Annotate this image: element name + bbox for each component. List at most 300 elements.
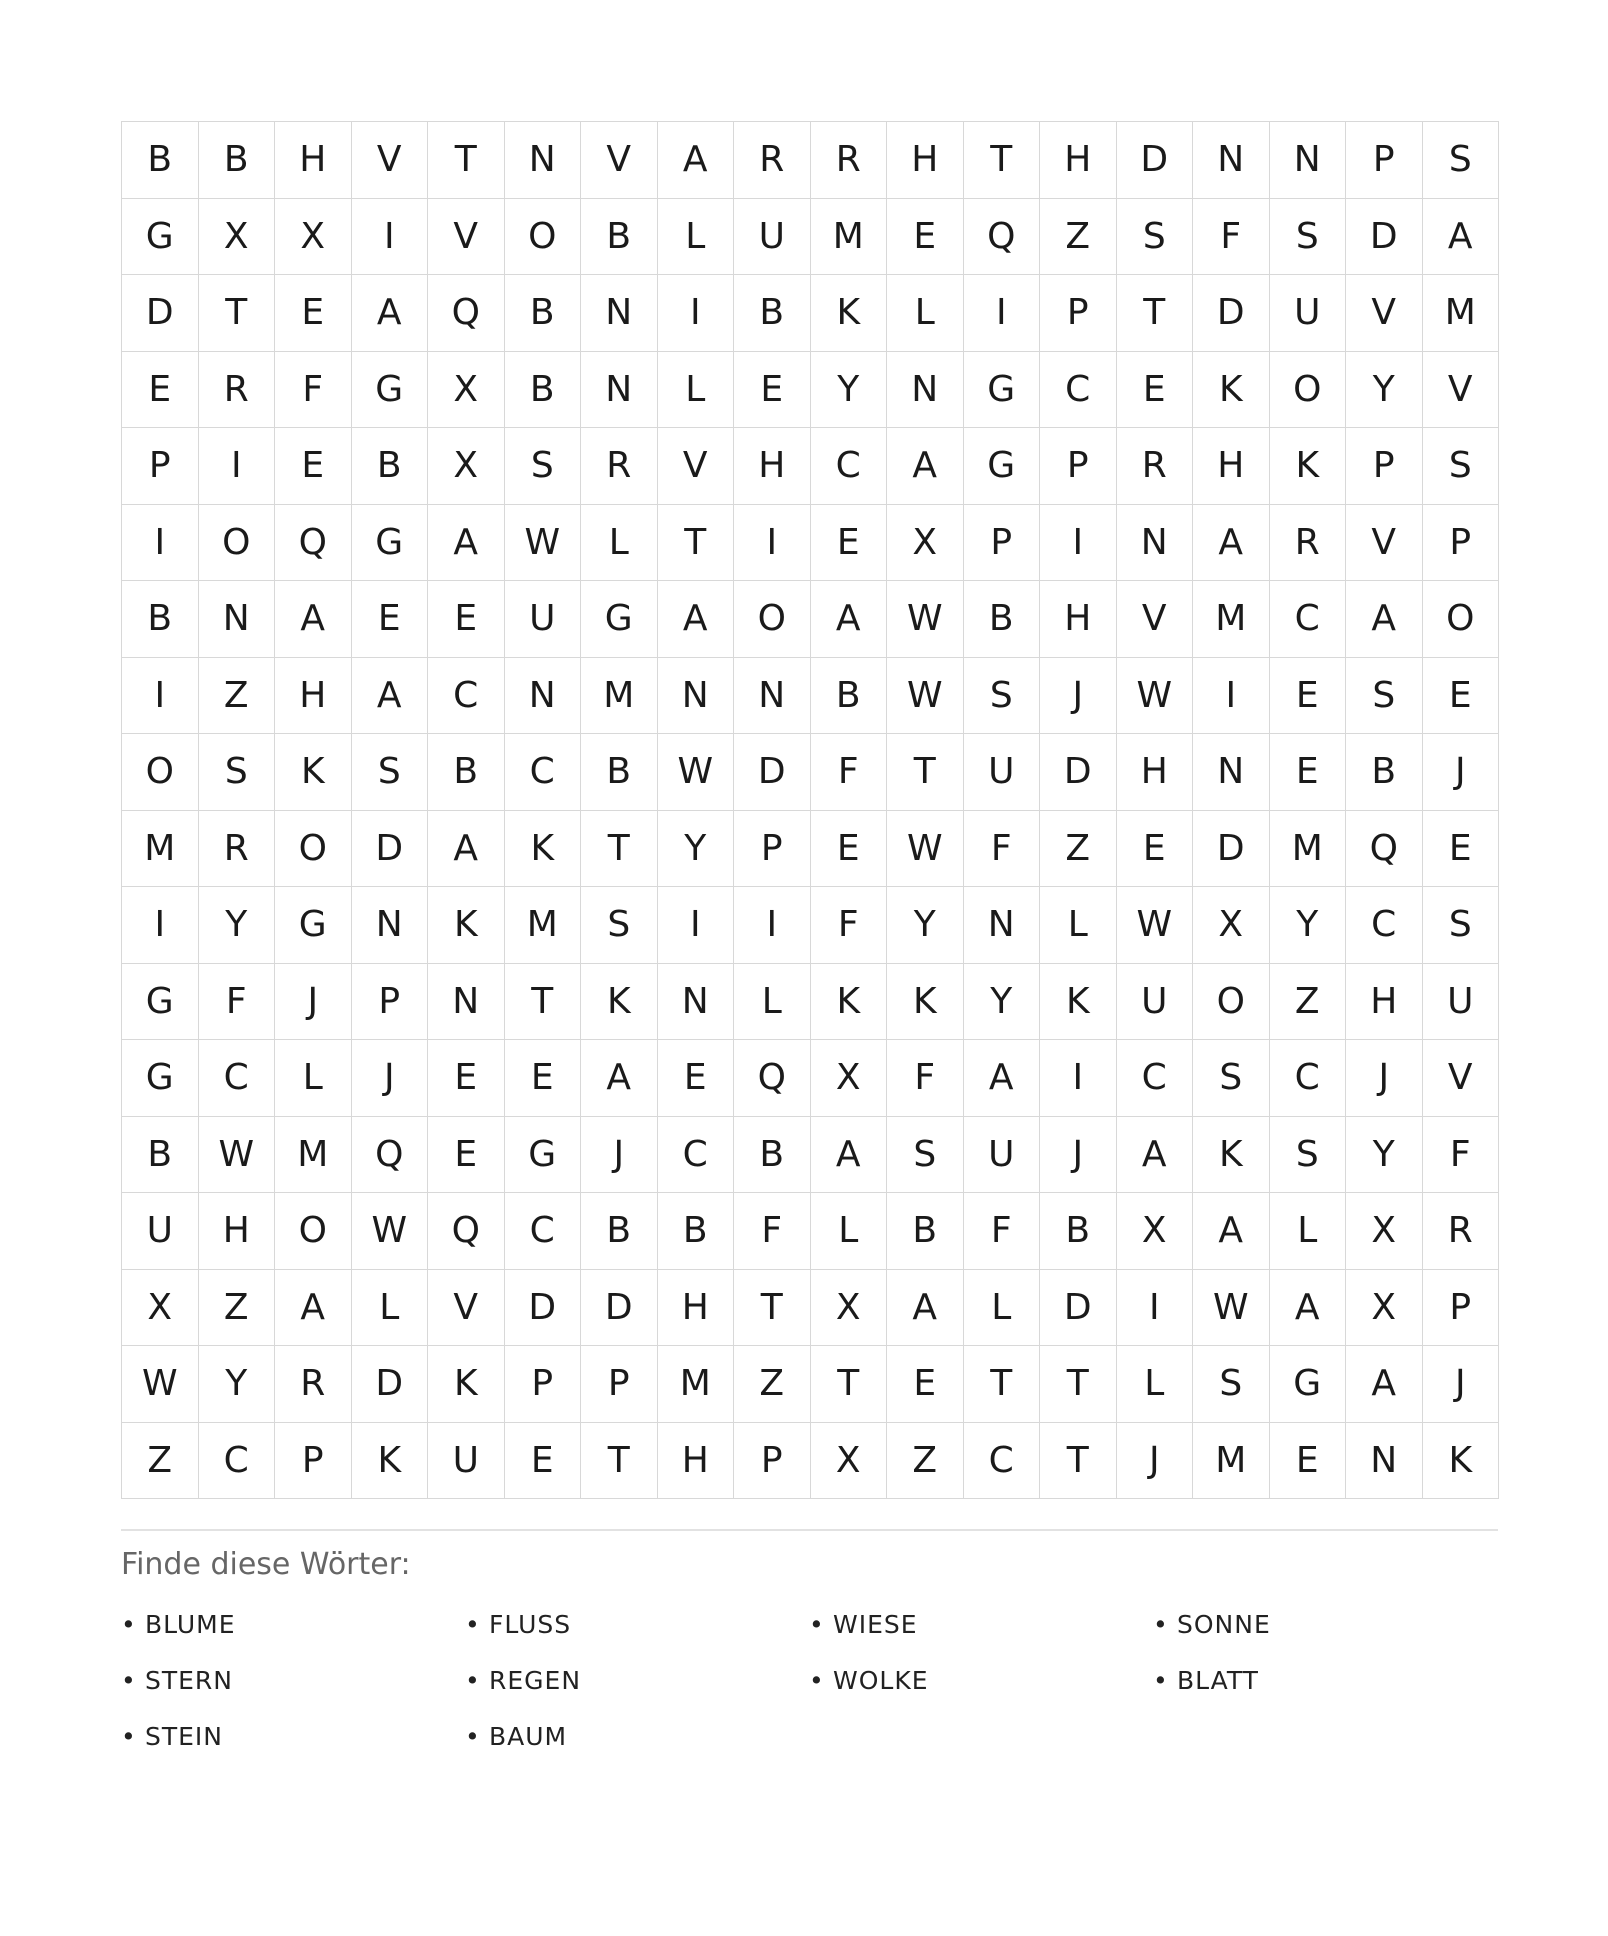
grid-cell[interactable]: L bbox=[811, 1193, 888, 1270]
grid-cell[interactable]: V bbox=[352, 122, 429, 199]
grid-cell[interactable]: C bbox=[1040, 352, 1117, 429]
grid-cell[interactable]: B bbox=[1346, 734, 1423, 811]
grid-cell[interactable]: D bbox=[1193, 811, 1270, 888]
grid-cell[interactable]: I bbox=[122, 505, 199, 582]
grid-cell[interactable]: G bbox=[964, 352, 1041, 429]
grid-cell[interactable]: B bbox=[734, 275, 811, 352]
grid-cell[interactable]: N bbox=[1117, 505, 1194, 582]
grid-cell[interactable]: K bbox=[581, 964, 658, 1041]
grid-cell[interactable]: W bbox=[199, 1117, 276, 1194]
grid-cell[interactable]: Z bbox=[199, 658, 276, 735]
grid-cell[interactable]: B bbox=[122, 1117, 199, 1194]
grid-cell[interactable]: Y bbox=[964, 964, 1041, 1041]
grid-cell[interactable]: N bbox=[428, 964, 505, 1041]
grid-cell[interactable]: P bbox=[1423, 505, 1500, 582]
grid-cell[interactable]: C bbox=[505, 1193, 582, 1270]
grid-cell[interactable]: K bbox=[428, 1346, 505, 1423]
grid-cell[interactable]: O bbox=[1423, 581, 1500, 658]
grid-cell[interactable]: H bbox=[887, 122, 964, 199]
grid-cell[interactable]: J bbox=[1346, 1040, 1423, 1117]
grid-cell[interactable]: N bbox=[1270, 122, 1347, 199]
grid-cell[interactable]: W bbox=[505, 505, 582, 582]
grid-cell[interactable]: H bbox=[658, 1423, 735, 1500]
grid-cell[interactable]: Y bbox=[199, 887, 276, 964]
grid-cell[interactable]: S bbox=[1193, 1346, 1270, 1423]
grid-cell[interactable]: W bbox=[1117, 658, 1194, 735]
grid-cell[interactable]: I bbox=[1040, 1040, 1117, 1117]
grid-cell[interactable]: M bbox=[1423, 275, 1500, 352]
grid-cell[interactable]: V bbox=[428, 1270, 505, 1347]
grid-cell[interactable]: V bbox=[1423, 1040, 1500, 1117]
grid-cell[interactable]: N bbox=[352, 887, 429, 964]
grid-cell[interactable]: A bbox=[811, 581, 888, 658]
grid-cell[interactable]: W bbox=[887, 581, 964, 658]
grid-cell[interactable]: A bbox=[1423, 199, 1500, 276]
grid-cell[interactable]: E bbox=[122, 352, 199, 429]
grid-cell[interactable]: R bbox=[1270, 505, 1347, 582]
grid-cell[interactable]: N bbox=[1346, 1423, 1423, 1500]
grid-cell[interactable]: A bbox=[1346, 1346, 1423, 1423]
grid-cell[interactable]: P bbox=[505, 1346, 582, 1423]
grid-cell[interactable]: T bbox=[581, 1423, 658, 1500]
grid-cell[interactable]: V bbox=[1346, 275, 1423, 352]
grid-cell[interactable]: K bbox=[352, 1423, 429, 1500]
grid-cell[interactable]: F bbox=[275, 352, 352, 429]
grid-cell[interactable]: T bbox=[1040, 1423, 1117, 1500]
grid-cell[interactable]: A bbox=[964, 1040, 1041, 1117]
grid-cell[interactable]: F bbox=[1423, 1117, 1500, 1194]
grid-cell[interactable]: G bbox=[505, 1117, 582, 1194]
grid-cell[interactable]: A bbox=[887, 1270, 964, 1347]
grid-cell[interactable]: D bbox=[1040, 1270, 1117, 1347]
grid-cell[interactable]: F bbox=[887, 1040, 964, 1117]
grid-cell[interactable]: E bbox=[811, 505, 888, 582]
grid-cell[interactable]: T bbox=[964, 122, 1041, 199]
grid-cell[interactable]: Y bbox=[811, 352, 888, 429]
grid-cell[interactable]: S bbox=[581, 887, 658, 964]
grid-cell[interactable]: B bbox=[581, 734, 658, 811]
grid-cell[interactable]: P bbox=[734, 811, 811, 888]
grid-cell[interactable]: T bbox=[1117, 275, 1194, 352]
grid-cell[interactable]: K bbox=[1270, 428, 1347, 505]
grid-cell[interactable]: B bbox=[122, 122, 199, 199]
grid-cell[interactable]: K bbox=[811, 275, 888, 352]
grid-cell[interactable]: L bbox=[734, 964, 811, 1041]
grid-cell[interactable]: Y bbox=[1346, 352, 1423, 429]
grid-cell[interactable]: M bbox=[1270, 811, 1347, 888]
grid-cell[interactable]: V bbox=[1117, 581, 1194, 658]
grid-cell[interactable]: Z bbox=[1040, 199, 1117, 276]
grid-cell[interactable]: C bbox=[811, 428, 888, 505]
grid-cell[interactable]: N bbox=[505, 122, 582, 199]
grid-cell[interactable]: E bbox=[1117, 352, 1194, 429]
grid-cell[interactable]: H bbox=[1117, 734, 1194, 811]
grid-cell[interactable]: W bbox=[887, 658, 964, 735]
grid-cell[interactable]: N bbox=[505, 658, 582, 735]
grid-cell[interactable]: Z bbox=[122, 1423, 199, 1500]
grid-cell[interactable]: W bbox=[1117, 887, 1194, 964]
grid-cell[interactable]: W bbox=[887, 811, 964, 888]
grid-cell[interactable]: R bbox=[581, 428, 658, 505]
grid-cell[interactable]: U bbox=[505, 581, 582, 658]
grid-cell[interactable]: I bbox=[352, 199, 429, 276]
grid-cell[interactable]: D bbox=[1117, 122, 1194, 199]
grid-cell[interactable]: C bbox=[964, 1423, 1041, 1500]
grid-cell[interactable]: T bbox=[887, 734, 964, 811]
grid-cell[interactable]: B bbox=[505, 352, 582, 429]
grid-cell[interactable]: M bbox=[658, 1346, 735, 1423]
grid-cell[interactable]: Y bbox=[1270, 887, 1347, 964]
grid-cell[interactable]: A bbox=[658, 581, 735, 658]
grid-cell[interactable]: X bbox=[122, 1270, 199, 1347]
grid-cell[interactable]: T bbox=[428, 122, 505, 199]
grid-cell[interactable]: L bbox=[1040, 887, 1117, 964]
grid-cell[interactable]: C bbox=[199, 1423, 276, 1500]
grid-cell[interactable]: O bbox=[734, 581, 811, 658]
grid-cell[interactable]: N bbox=[1193, 734, 1270, 811]
grid-cell[interactable]: U bbox=[122, 1193, 199, 1270]
grid-cell[interactable]: X bbox=[199, 199, 276, 276]
grid-cell[interactable]: N bbox=[581, 275, 658, 352]
grid-cell[interactable]: U bbox=[964, 734, 1041, 811]
grid-cell[interactable]: E bbox=[1423, 658, 1500, 735]
grid-cell[interactable]: G bbox=[964, 428, 1041, 505]
grid-cell[interactable]: H bbox=[1040, 581, 1117, 658]
grid-cell[interactable]: W bbox=[1193, 1270, 1270, 1347]
grid-cell[interactable]: E bbox=[275, 275, 352, 352]
grid-cell[interactable]: H bbox=[734, 428, 811, 505]
grid-cell[interactable]: P bbox=[1040, 428, 1117, 505]
grid-cell[interactable]: I bbox=[122, 887, 199, 964]
grid-cell[interactable]: I bbox=[734, 887, 811, 964]
grid-cell[interactable]: B bbox=[428, 734, 505, 811]
grid-cell[interactable]: N bbox=[658, 658, 735, 735]
grid-cell[interactable]: K bbox=[1193, 352, 1270, 429]
grid-cell[interactable]: M bbox=[505, 887, 582, 964]
grid-cell[interactable]: S bbox=[887, 1117, 964, 1194]
grid-cell[interactable]: P bbox=[1423, 1270, 1500, 1347]
grid-cell[interactable]: C bbox=[505, 734, 582, 811]
grid-cell[interactable]: S bbox=[1193, 1040, 1270, 1117]
grid-cell[interactable]: Q bbox=[428, 1193, 505, 1270]
grid-cell[interactable]: O bbox=[505, 199, 582, 276]
grid-cell[interactable]: I bbox=[1040, 505, 1117, 582]
grid-cell[interactable]: Q bbox=[275, 505, 352, 582]
grid-cell[interactable]: L bbox=[1117, 1346, 1194, 1423]
grid-cell[interactable]: B bbox=[658, 1193, 735, 1270]
grid-cell[interactable]: B bbox=[122, 581, 199, 658]
grid-cell[interactable]: L bbox=[275, 1040, 352, 1117]
grid-cell[interactable]: Z bbox=[1270, 964, 1347, 1041]
grid-cell[interactable]: Y bbox=[658, 811, 735, 888]
grid-cell[interactable]: K bbox=[811, 964, 888, 1041]
grid-cell[interactable]: K bbox=[1423, 1423, 1500, 1500]
grid-cell[interactable]: S bbox=[505, 428, 582, 505]
grid-cell[interactable]: C bbox=[428, 658, 505, 735]
grid-cell[interactable]: E bbox=[1423, 811, 1500, 888]
grid-cell[interactable]: A bbox=[275, 1270, 352, 1347]
grid-cell[interactable]: B bbox=[1040, 1193, 1117, 1270]
grid-cell[interactable]: X bbox=[811, 1040, 888, 1117]
grid-cell[interactable]: J bbox=[352, 1040, 429, 1117]
grid-cell[interactable]: E bbox=[428, 1117, 505, 1194]
grid-cell[interactable]: Y bbox=[1346, 1117, 1423, 1194]
grid-cell[interactable]: R bbox=[1117, 428, 1194, 505]
grid-cell[interactable]: D bbox=[1040, 734, 1117, 811]
grid-cell[interactable]: P bbox=[581, 1346, 658, 1423]
grid-cell[interactable]: B bbox=[505, 275, 582, 352]
grid-cell[interactable]: D bbox=[352, 811, 429, 888]
grid-cell[interactable]: C bbox=[199, 1040, 276, 1117]
grid-cell[interactable]: Z bbox=[734, 1346, 811, 1423]
grid-cell[interactable]: R bbox=[1423, 1193, 1500, 1270]
grid-cell[interactable]: U bbox=[964, 1117, 1041, 1194]
grid-cell[interactable]: B bbox=[581, 1193, 658, 1270]
grid-cell[interactable]: B bbox=[352, 428, 429, 505]
grid-cell[interactable]: D bbox=[1346, 199, 1423, 276]
grid-cell[interactable]: P bbox=[275, 1423, 352, 1500]
grid-cell[interactable]: D bbox=[352, 1346, 429, 1423]
grid-cell[interactable]: F bbox=[811, 734, 888, 811]
grid-cell[interactable]: X bbox=[428, 428, 505, 505]
grid-cell[interactable]: E bbox=[428, 581, 505, 658]
grid-cell[interactable]: T bbox=[199, 275, 276, 352]
grid-cell[interactable]: D bbox=[734, 734, 811, 811]
grid-cell[interactable]: U bbox=[734, 199, 811, 276]
grid-cell[interactable]: O bbox=[199, 505, 276, 582]
grid-cell[interactable]: L bbox=[658, 199, 735, 276]
grid-cell[interactable]: B bbox=[581, 199, 658, 276]
grid-cell[interactable]: F bbox=[1193, 199, 1270, 276]
grid-cell[interactable]: A bbox=[887, 428, 964, 505]
grid-cell[interactable]: N bbox=[964, 887, 1041, 964]
grid-cell[interactable]: F bbox=[811, 887, 888, 964]
grid-cell[interactable]: S bbox=[199, 734, 276, 811]
grid-cell[interactable]: J bbox=[581, 1117, 658, 1194]
grid-cell[interactable]: V bbox=[658, 428, 735, 505]
grid-cell[interactable]: E bbox=[352, 581, 429, 658]
grid-cell[interactable]: E bbox=[1117, 811, 1194, 888]
grid-cell[interactable]: I bbox=[1193, 658, 1270, 735]
grid-cell[interactable]: O bbox=[1193, 964, 1270, 1041]
grid-cell[interactable]: S bbox=[1423, 122, 1500, 199]
grid-cell[interactable]: X bbox=[1346, 1270, 1423, 1347]
grid-cell[interactable]: Q bbox=[964, 199, 1041, 276]
grid-cell[interactable]: E bbox=[887, 199, 964, 276]
grid-cell[interactable]: G bbox=[581, 581, 658, 658]
grid-cell[interactable]: E bbox=[505, 1040, 582, 1117]
grid-cell[interactable]: F bbox=[964, 1193, 1041, 1270]
grid-cell[interactable]: N bbox=[199, 581, 276, 658]
grid-cell[interactable]: R bbox=[811, 122, 888, 199]
grid-cell[interactable]: U bbox=[1270, 275, 1347, 352]
grid-cell[interactable]: I bbox=[658, 275, 735, 352]
grid-cell[interactable]: I bbox=[122, 658, 199, 735]
grid-cell[interactable]: C bbox=[1117, 1040, 1194, 1117]
grid-cell[interactable]: X bbox=[1346, 1193, 1423, 1270]
grid-cell[interactable]: Z bbox=[199, 1270, 276, 1347]
grid-cell[interactable]: P bbox=[1346, 122, 1423, 199]
grid-cell[interactable]: W bbox=[658, 734, 735, 811]
grid-cell[interactable]: X bbox=[811, 1270, 888, 1347]
grid-cell[interactable]: S bbox=[1117, 199, 1194, 276]
grid-cell[interactable]: F bbox=[734, 1193, 811, 1270]
grid-cell[interactable]: U bbox=[1117, 964, 1194, 1041]
grid-cell[interactable]: F bbox=[199, 964, 276, 1041]
grid-cell[interactable]: V bbox=[428, 199, 505, 276]
grid-cell[interactable]: J bbox=[275, 964, 352, 1041]
grid-cell[interactable]: Y bbox=[887, 887, 964, 964]
grid-cell[interactable]: M bbox=[581, 658, 658, 735]
grid-cell[interactable]: L bbox=[887, 275, 964, 352]
grid-cell[interactable]: B bbox=[199, 122, 276, 199]
grid-cell[interactable]: O bbox=[122, 734, 199, 811]
grid-cell[interactable]: X bbox=[811, 1423, 888, 1500]
grid-cell[interactable]: O bbox=[275, 811, 352, 888]
grid-cell[interactable]: Z bbox=[1040, 811, 1117, 888]
grid-cell[interactable]: G bbox=[122, 1040, 199, 1117]
grid-cell[interactable]: T bbox=[505, 964, 582, 1041]
grid-cell[interactable]: B bbox=[811, 658, 888, 735]
grid-cell[interactable]: H bbox=[199, 1193, 276, 1270]
grid-cell[interactable]: U bbox=[1423, 964, 1500, 1041]
grid-cell[interactable]: A bbox=[1193, 1193, 1270, 1270]
grid-cell[interactable]: H bbox=[275, 122, 352, 199]
grid-cell[interactable]: E bbox=[734, 352, 811, 429]
grid-cell[interactable]: P bbox=[1040, 275, 1117, 352]
grid-cell[interactable]: E bbox=[505, 1423, 582, 1500]
grid-cell[interactable]: H bbox=[1040, 122, 1117, 199]
grid-cell[interactable]: P bbox=[352, 964, 429, 1041]
grid-cell[interactable]: K bbox=[887, 964, 964, 1041]
grid-cell[interactable]: M bbox=[1193, 581, 1270, 658]
grid-cell[interactable]: W bbox=[352, 1193, 429, 1270]
grid-cell[interactable]: H bbox=[658, 1270, 735, 1347]
grid-cell[interactable]: Q bbox=[1346, 811, 1423, 888]
grid-cell[interactable]: A bbox=[352, 275, 429, 352]
grid-cell[interactable]: L bbox=[964, 1270, 1041, 1347]
grid-cell[interactable]: D bbox=[581, 1270, 658, 1347]
grid-cell[interactable]: Q bbox=[352, 1117, 429, 1194]
grid-cell[interactable]: G bbox=[352, 352, 429, 429]
grid-cell[interactable]: S bbox=[964, 658, 1041, 735]
grid-cell[interactable]: T bbox=[581, 811, 658, 888]
grid-cell[interactable]: E bbox=[658, 1040, 735, 1117]
grid-cell[interactable]: L bbox=[658, 352, 735, 429]
grid-cell[interactable]: M bbox=[811, 199, 888, 276]
grid-cell[interactable]: I bbox=[964, 275, 1041, 352]
grid-cell[interactable]: K bbox=[1040, 964, 1117, 1041]
grid-cell[interactable]: M bbox=[1193, 1423, 1270, 1500]
grid-cell[interactable]: A bbox=[1270, 1270, 1347, 1347]
grid-cell[interactable]: H bbox=[275, 658, 352, 735]
grid-cell[interactable]: V bbox=[581, 122, 658, 199]
grid-cell[interactable]: O bbox=[275, 1193, 352, 1270]
grid-cell[interactable]: E bbox=[811, 811, 888, 888]
grid-cell[interactable]: F bbox=[964, 811, 1041, 888]
grid-cell[interactable]: A bbox=[1346, 581, 1423, 658]
grid-cell[interactable]: N bbox=[581, 352, 658, 429]
grid-cell[interactable]: Y bbox=[199, 1346, 276, 1423]
grid-cell[interactable]: L bbox=[581, 505, 658, 582]
grid-cell[interactable]: C bbox=[1270, 1040, 1347, 1117]
grid-cell[interactable]: G bbox=[275, 887, 352, 964]
grid-cell[interactable]: O bbox=[1270, 352, 1347, 429]
grid-cell[interactable]: G bbox=[122, 199, 199, 276]
grid-cell[interactable]: D bbox=[1193, 275, 1270, 352]
grid-cell[interactable]: K bbox=[428, 887, 505, 964]
grid-cell[interactable]: C bbox=[1346, 887, 1423, 964]
grid-cell[interactable]: G bbox=[122, 964, 199, 1041]
grid-cell[interactable]: A bbox=[811, 1117, 888, 1194]
grid-cell[interactable]: T bbox=[734, 1270, 811, 1347]
grid-cell[interactable]: J bbox=[1040, 1117, 1117, 1194]
grid-cell[interactable]: A bbox=[428, 505, 505, 582]
grid-cell[interactable]: N bbox=[658, 964, 735, 1041]
grid-cell[interactable]: P bbox=[122, 428, 199, 505]
grid-cell[interactable]: B bbox=[964, 581, 1041, 658]
grid-cell[interactable]: S bbox=[1423, 887, 1500, 964]
grid-cell[interactable]: K bbox=[275, 734, 352, 811]
grid-cell[interactable]: W bbox=[122, 1346, 199, 1423]
grid-cell[interactable]: P bbox=[1346, 428, 1423, 505]
grid-cell[interactable]: L bbox=[1270, 1193, 1347, 1270]
grid-cell[interactable]: C bbox=[1270, 581, 1347, 658]
grid-cell[interactable]: R bbox=[199, 811, 276, 888]
grid-cell[interactable]: K bbox=[505, 811, 582, 888]
grid-cell[interactable]: A bbox=[352, 658, 429, 735]
grid-cell[interactable]: J bbox=[1423, 1346, 1500, 1423]
grid-cell[interactable]: B bbox=[734, 1117, 811, 1194]
grid-cell[interactable]: R bbox=[275, 1346, 352, 1423]
grid-cell[interactable]: P bbox=[964, 505, 1041, 582]
grid-cell[interactable]: J bbox=[1423, 734, 1500, 811]
grid-cell[interactable]: I bbox=[658, 887, 735, 964]
grid-cell[interactable]: X bbox=[428, 352, 505, 429]
grid-cell[interactable]: E bbox=[1270, 734, 1347, 811]
grid-cell[interactable]: T bbox=[658, 505, 735, 582]
grid-cell[interactable]: Q bbox=[428, 275, 505, 352]
grid-cell[interactable]: V bbox=[1346, 505, 1423, 582]
grid-cell[interactable]: I bbox=[1117, 1270, 1194, 1347]
grid-cell[interactable]: T bbox=[811, 1346, 888, 1423]
grid-cell[interactable]: H bbox=[1193, 428, 1270, 505]
grid-cell[interactable]: U bbox=[428, 1423, 505, 1500]
grid-cell[interactable]: B bbox=[887, 1193, 964, 1270]
grid-cell[interactable]: T bbox=[964, 1346, 1041, 1423]
grid-cell[interactable]: E bbox=[887, 1346, 964, 1423]
grid-cell[interactable]: A bbox=[428, 811, 505, 888]
grid-cell[interactable]: Z bbox=[887, 1423, 964, 1500]
grid-cell[interactable]: M bbox=[122, 811, 199, 888]
grid-cell[interactable]: A bbox=[1117, 1117, 1194, 1194]
grid-cell[interactable]: P bbox=[734, 1423, 811, 1500]
grid-cell[interactable]: E bbox=[275, 428, 352, 505]
grid-cell[interactable]: X bbox=[887, 505, 964, 582]
grid-cell[interactable]: H bbox=[1346, 964, 1423, 1041]
grid-cell[interactable]: N bbox=[1193, 122, 1270, 199]
grid-cell[interactable]: G bbox=[1270, 1346, 1347, 1423]
grid-cell[interactable]: X bbox=[1117, 1193, 1194, 1270]
grid-cell[interactable]: J bbox=[1040, 658, 1117, 735]
grid-cell[interactable]: S bbox=[1270, 199, 1347, 276]
grid-cell[interactable]: I bbox=[199, 428, 276, 505]
grid-cell[interactable]: N bbox=[734, 658, 811, 735]
grid-cell[interactable]: X bbox=[1193, 887, 1270, 964]
grid-cell[interactable]: G bbox=[352, 505, 429, 582]
grid-cell[interactable]: A bbox=[581, 1040, 658, 1117]
grid-cell[interactable]: D bbox=[505, 1270, 582, 1347]
